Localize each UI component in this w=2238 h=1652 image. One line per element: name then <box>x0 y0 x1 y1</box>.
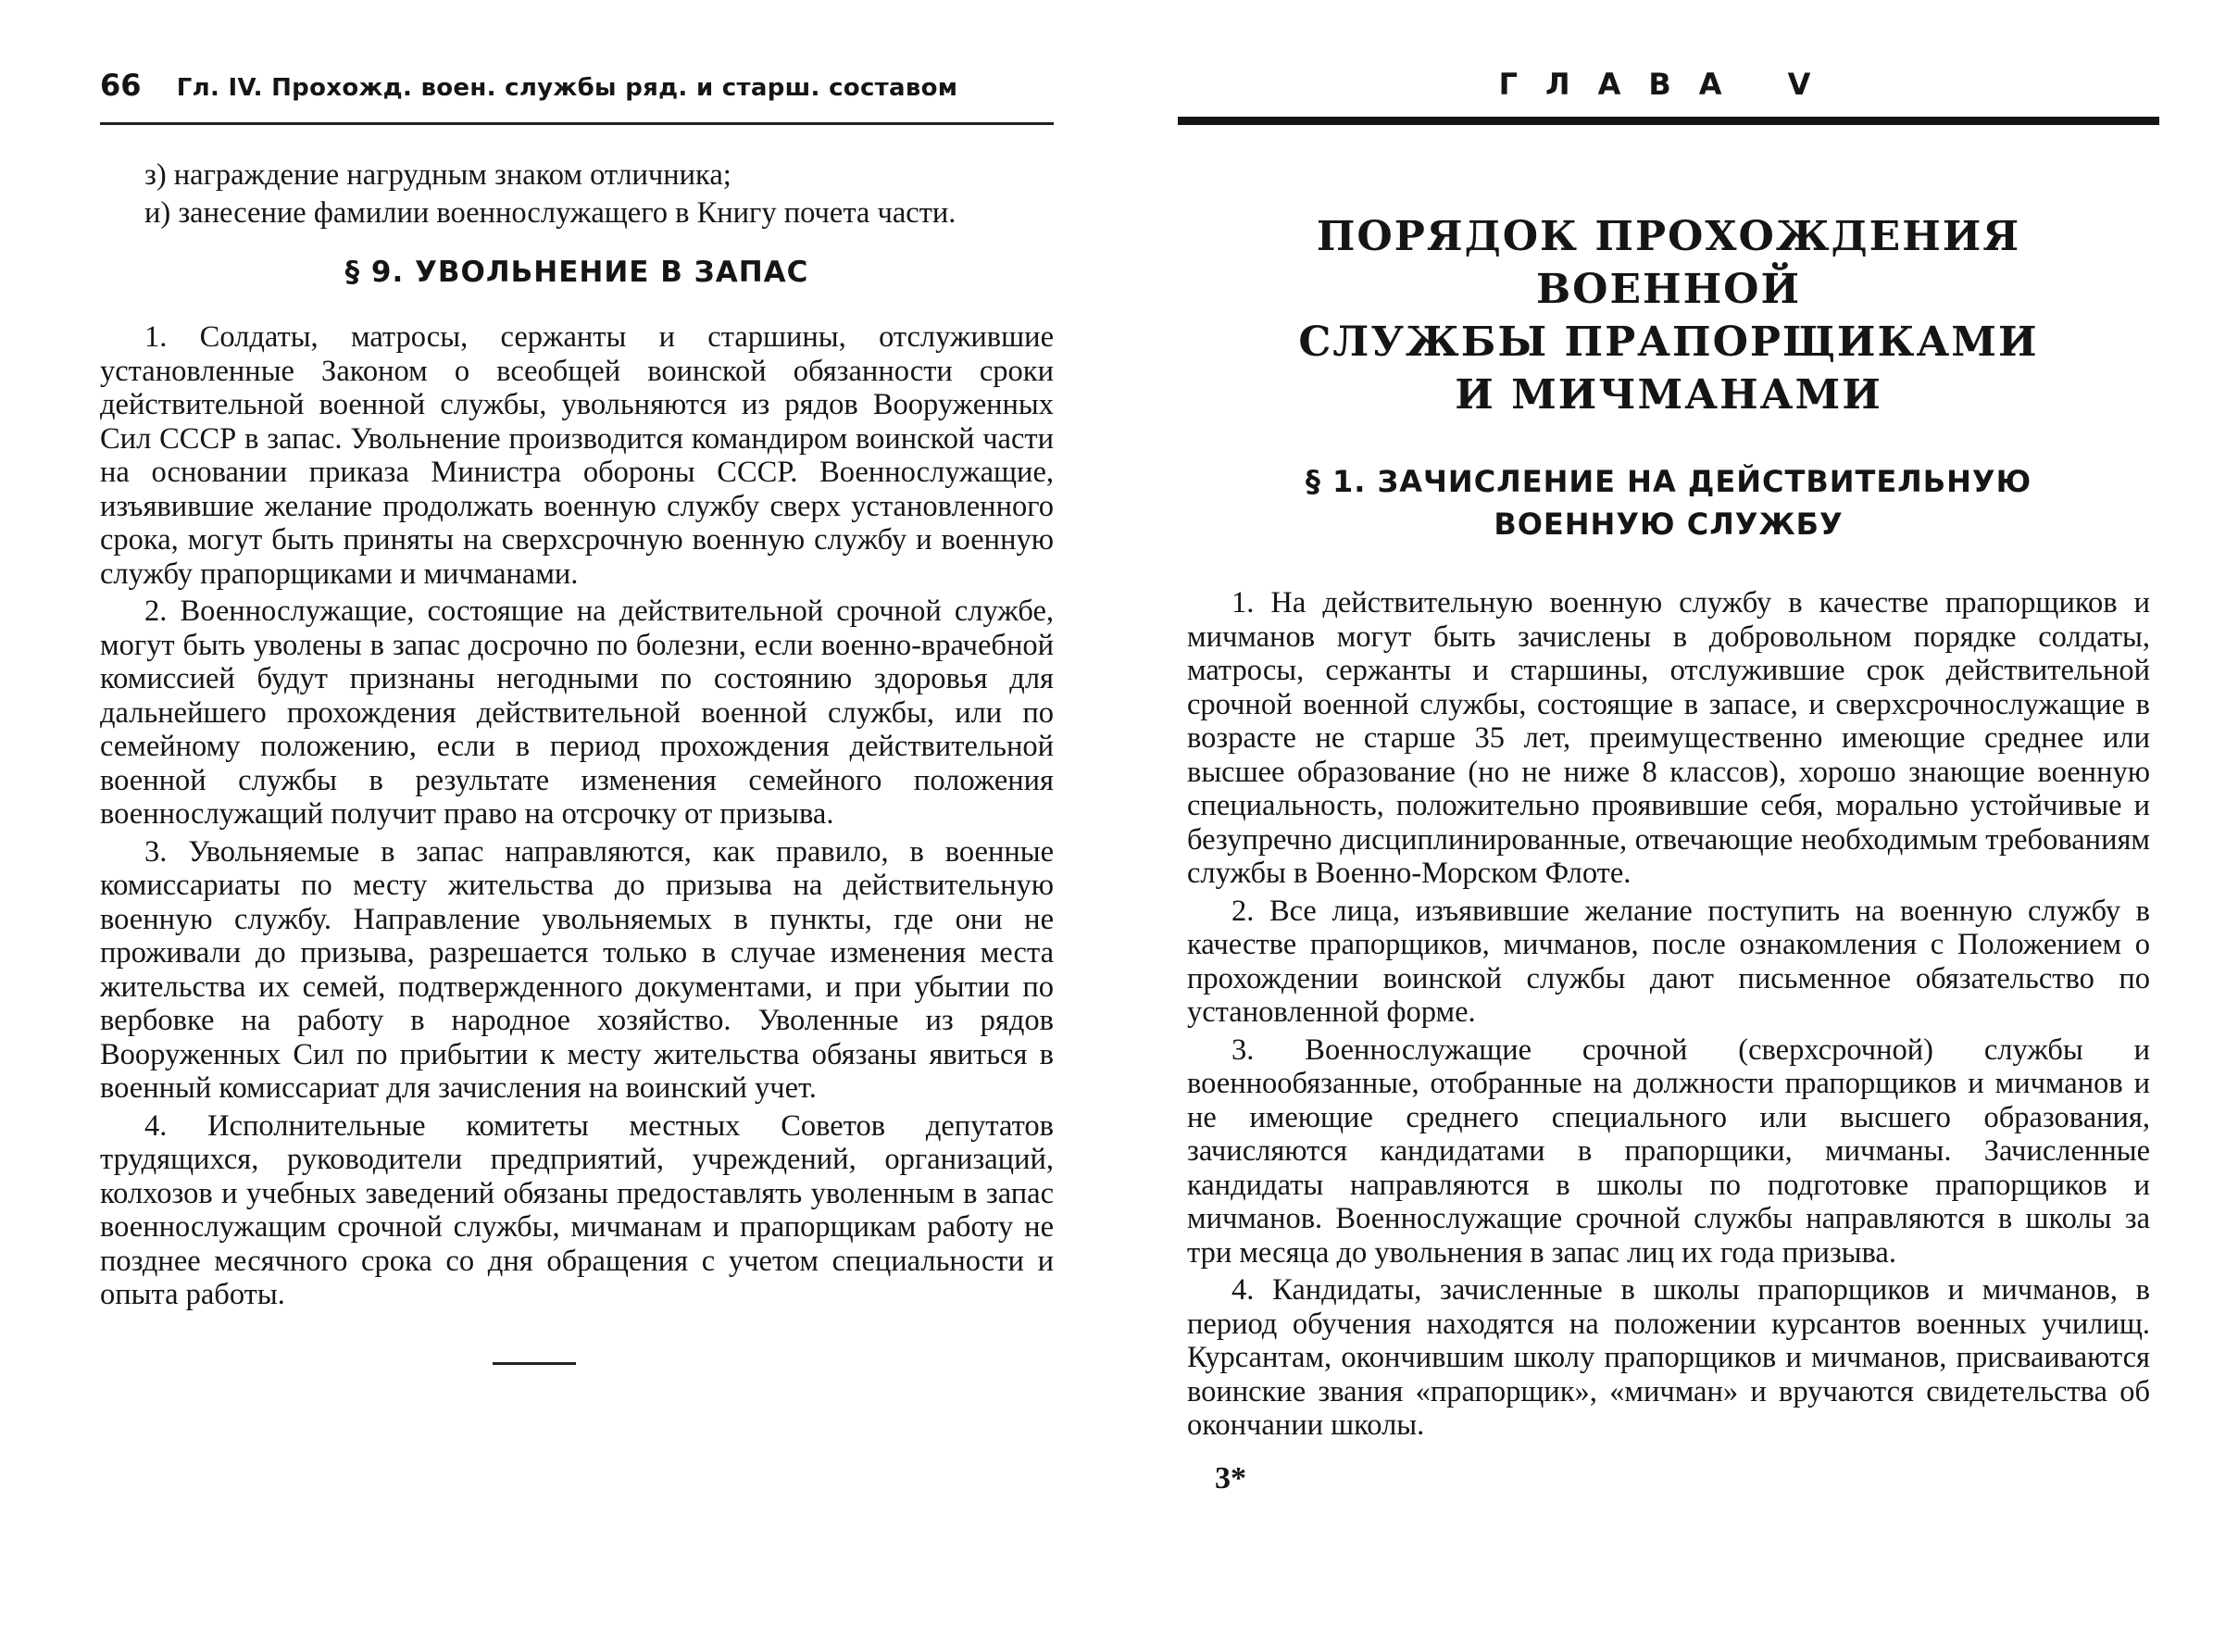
section-title-line: ВОЕННУЮ СЛУЖБУ <box>1494 507 1844 542</box>
chapter-title-line: ПОРЯДОК ПРОХОЖДЕНИЯ ВОЕННОЙ <box>1316 213 2021 313</box>
right-page <box>1187 0 2150 1496</box>
list-item: и) занесение фамилии военнослужащего в Книгу почета части. <box>144 195 956 230</box>
paragraph: 1. На действительную военную службу в качестве прапорщиков и мичманов могут быть зачислены в добровольном порядке солдаты, матросы, сержанты и старшины, отслужившие срок действительной срочной военной службы, состоящие в запасе, и сверхсрочнослужащие в возрасте не старше 35 лет, преимущественно имеющие среднее или высшее образование (но не ниже 8 классов), хорошо знающие военную специальность, положительно проявившие себя, морально устойчивые и безупречно дисциплинированные, отвечающие необходимым требованиям службы в Военно-Морском Флоте. <box>1187 586 2150 890</box>
section-body <box>1187 586 2150 1443</box>
paragraph: 3. Увольняемые в запас направляются, как правило, в военные комиссариаты по месту жительства до призыва на действительную военную службу. Направление увольняемых в пункты, где они не проживали до призыва, разрешается только в случае изменения места жительства их семей, подтвержденного документами, и при убытии по вербовке на работу в народное хозяйство. Уволенные из рядов Вооруженных Сил по прибытии к месту жительства обязаны явиться в военный комиссариат для зачисления на воинский учет. <box>100 834 1054 1105</box>
section-title-line: § 1. ЗАЧИСЛЕНИЕ НА ДЕЙСТВИТЕЛЬНУЮ <box>1305 464 2032 499</box>
end-rule <box>493 1362 576 1365</box>
paragraph: 1. Солдаты, матросы, сержанты и старшины, отслужившие установленные Законом о всеобщей воинской обязанности сроки действительной военной службы, увольняются из рядов Вооруженных Сил СССР в запас. Увольнение производится командиром воинской части на основании приказа Министра обороны СССР. Военнослужащие, изъявившие желание продолжать военную службу сверх установленного срока, могут быть приняты на сверхсрочную военную службу и военную службу прапорщиками и мичманами. <box>100 320 1054 591</box>
running-title: Гл. IV. Прохожд. воен. службы ряд. и старш. составом <box>176 74 958 102</box>
chapter-title <box>1187 210 2150 421</box>
paragraph: 4. Кандидаты, зачисленные в школы прапорщиков и мичманов, в период обучения находятся на положении курсантов военных училищ. Курсантам, окончившим школу прапорщиков и мичманов, присваиваются воинские звания «прапорщик», «мичман» и вручаются свидетельства об окончании школы. <box>1187 1273 2150 1442</box>
section-body <box>100 320 1054 1312</box>
chapter-title-line: СЛУЖБЫ ПРАПОРЩИКАМИ <box>1298 319 2039 366</box>
page-number: 66 <box>100 68 142 103</box>
section-title: § 9. УВОЛЬНЕНИЕ В ЗАПАС <box>344 256 809 289</box>
award-list <box>100 158 1054 230</box>
section-title <box>1187 460 2150 545</box>
paragraph: 4. Исполнительные комитеты местных Советов депутатов трудящихся, руководители предприятий, учреждений, организаций, колхозов и учебных заведений обязаны предоставлять уволенным в запас военнослужащим срочной службы, мичманам и прапорщикам работу не позднее месячного срока со дня обращения с учетом специальности и опыта работы. <box>100 1108 1054 1311</box>
running-head <box>100 57 1054 125</box>
chapter-title-line: И МИЧМАНАМИ <box>1455 371 1882 419</box>
paragraph: 2. Все лица, изъявившие желание поступить на военную службу в качестве прапорщиков, мичманов, после ознакомления с Положением о прохождении воинской службы дают письменное обязательство по установленной форме. <box>1187 894 2150 1029</box>
signature-mark: 3* <box>1215 1460 1246 1496</box>
left-page <box>100 0 1054 1365</box>
paragraph: 3. Военнослужащие срочной (сверхсрочной) службы и военнообязанные, отобранные на должности прапорщиков и мичманов и не имеющие среднего специального или высшего образования, зачисляются кандидатами в прапорщики, мичманы. Зачисленные кандидаты направляются в школы по подготовке прапорщиков и мичманов. Военнослужащие срочной службы направляются в школы за три месяца до увольнения в запас лиц их года призыва. <box>1187 1032 2150 1270</box>
chapter-rule <box>1178 117 2159 125</box>
list-item: з) награждение нагрудным знаком отличника; <box>144 158 731 192</box>
paragraph: 2. Военнослужащие, состоящие на действительной срочной службе, могут быть уволены в запас досрочно по болезни, если военно-врачебной комиссией будут признаны негодными по состоянию здоровья для дальнейшего прохождения действительной военной службы, или по семейному положению, если в период прохождения действительной военной службы в результате изменения семейного положения военнослужащий получит право на отсрочку от призыва. <box>100 594 1054 831</box>
chapter-label: ГЛАВА V <box>1498 67 1839 102</box>
